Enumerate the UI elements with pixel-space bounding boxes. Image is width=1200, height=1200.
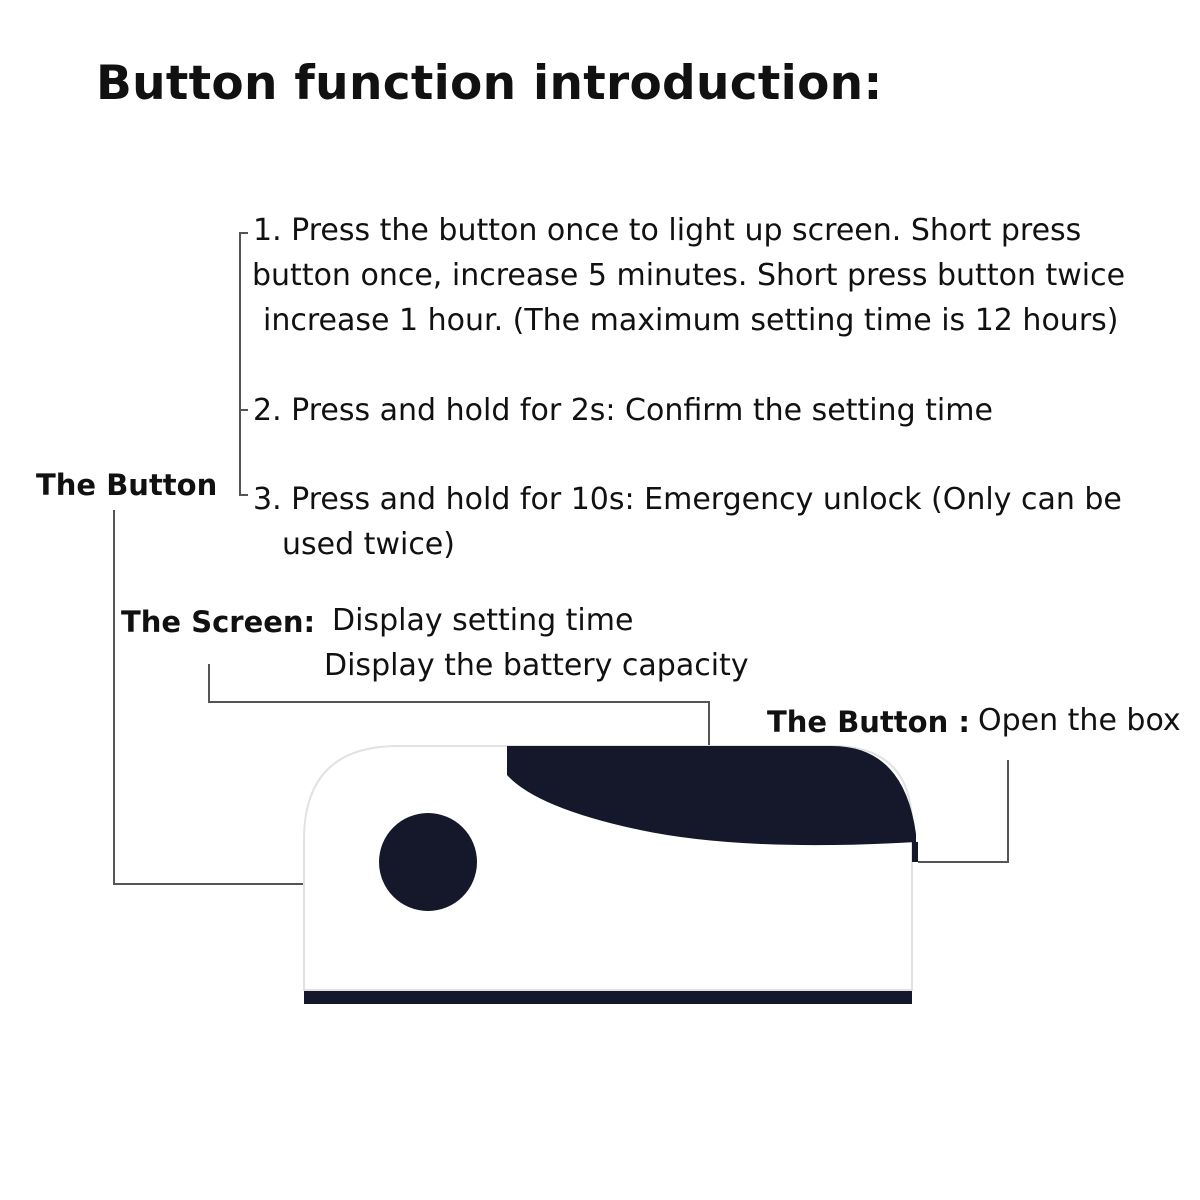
- screen-line-1: Display setting time: [332, 603, 634, 638]
- screen-label: The Screen:: [121, 605, 316, 639]
- step-1-line-1: 1. Press the button once to light up screen. Short press: [253, 213, 1082, 248]
- screen-leader-line: [209, 664, 709, 745]
- step-1-line-2: button once, increase 5 minutes. Short press button twice: [252, 258, 1126, 293]
- device: [304, 746, 918, 1004]
- open-button-label: The Button :: [767, 705, 970, 739]
- screen-line-2: Display the battery capacity: [324, 648, 749, 683]
- page-title: Button function introduction:: [96, 56, 883, 111]
- steps-bracket: [240, 233, 248, 495]
- side-button: [912, 842, 918, 862]
- open-button-leader-line: [918, 760, 1008, 862]
- step-1-line-3: increase 1 hour. (The maximum setting time is 12 hours): [263, 303, 1119, 338]
- step-3-line-2: used twice): [282, 527, 455, 562]
- the-button-label: The Button: [36, 468, 218, 502]
- step-3-line-1: 3. Press and hold for 10s: Emergency unlock (Only can be: [253, 482, 1122, 517]
- open-button-text: Open the box: [978, 703, 1181, 738]
- step-2-line-1: 2. Press and hold for 2s: Confirm the setting time: [253, 393, 993, 428]
- round-button: [379, 813, 477, 911]
